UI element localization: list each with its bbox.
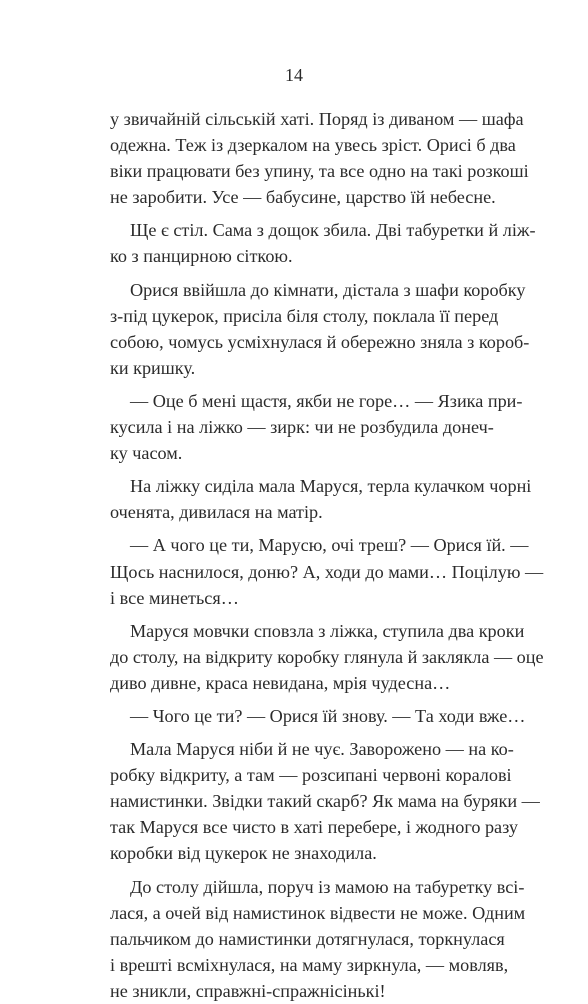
text-line: Маруся мовчки сповзла з ліжка, ступила два кроки (130, 620, 525, 641)
text-line: собою, чомусь усміхнулася й обережно зняла з короб- (110, 331, 530, 352)
paragraph (110, 703, 526, 729)
text-line: робку відкриту, а там — розсипані червоні коралові (110, 765, 512, 786)
paragraph-gap (110, 466, 488, 473)
paragraph-gap (110, 696, 488, 703)
text-line: кусила і на ліжко — зирк: чи не розбудила донеч- (110, 417, 494, 438)
paragraph-gap (110, 611, 488, 618)
text-line: коробки від цукерок не знаходила. (110, 843, 377, 864)
text-line: і врешті всміхнулася, на маму зиркнула, — мовляв, (110, 954, 509, 975)
paragraph-gap (110, 525, 488, 532)
paragraph (110, 473, 532, 525)
text-line: у звичайній сільській хаті. Поряд із диваном — шафа (110, 109, 524, 129)
text-line: ки кришку. (110, 357, 196, 378)
text-line: оченята, дивилася на матір. (110, 502, 323, 523)
paragraph (110, 874, 526, 1004)
text-line: До столу дійшла, поруч із мамою на табуретку всі- (130, 876, 525, 897)
text-line: не зникли, справжні-спражнісінькі! (110, 980, 386, 1001)
page-number: 14 (285, 65, 303, 85)
text-line: диво дивне, краса невидана, мрія чудесна… (110, 672, 451, 693)
text-line: Щось наснилося, доню? А, ходи до мами… Поцілую — (110, 561, 544, 582)
text-line: одежна. Теж із дзеркалом на увесь зріст. Орисі б два (110, 135, 516, 156)
text-line: так Маруся все чисто в хаті перебере, і жодного разу (110, 817, 519, 838)
text-line: Ще є стіл. Сама з дощок збила. Дві табуретки й ліж- (130, 220, 536, 241)
text-line: не заробити. Усе — бабусине, царство їй небесне. (110, 187, 496, 208)
text-line: намистинки. Звідки такий скарб? Як мама на буряки — (110, 791, 540, 812)
text-line: — Чого це ти? — Орися їй знову. — Та ходи вже… (130, 705, 526, 726)
text-line: до столу, на відкриту коробку глянула й заклякла — оце (110, 646, 544, 667)
paragraph (110, 736, 540, 866)
body-text (110, 106, 544, 1004)
paragraph (110, 277, 530, 381)
text-line: і все минеться… (110, 587, 239, 608)
text-line: На ліжку сиділа мала Маруся, терла кулачком чорні (130, 476, 532, 497)
text-line: — Оце б мені щастя, якби не горе… — Язика при- (130, 390, 523, 411)
text-line: ко з панцирною сіткою. (110, 246, 293, 267)
text-line: Мала Маруся ніби й не чує. Заворожено — на ко- (130, 739, 514, 760)
paragraph-gap (110, 381, 488, 388)
text-line: лася, а очей від намистинок відвести не може. Одним (110, 902, 526, 923)
paragraph-gap (110, 729, 488, 736)
paragraph-gap (110, 270, 488, 277)
paragraph (110, 106, 529, 210)
text-line: пальчиком до намистинки дотягнулася, торкнулася (110, 928, 505, 949)
paragraph-gap (110, 867, 488, 874)
text-line: віки працювати без упину, та все одно на такі розкоші (110, 161, 529, 182)
text-line: — А чого це ти, Марусю, очі треш? — Орися їй. — (130, 535, 529, 556)
paragraph (110, 532, 544, 610)
paragraph-gap (110, 210, 488, 217)
text-line: Орися ввійшла до кімнати, дістала з шафи коробку (130, 279, 526, 300)
paragraph (110, 618, 544, 696)
paragraph (110, 388, 523, 466)
text-line: ку часом. (110, 443, 183, 464)
paragraph (110, 217, 536, 269)
text-line: з-під цукерок, присіла біля столу, поклала її перед (110, 305, 499, 326)
